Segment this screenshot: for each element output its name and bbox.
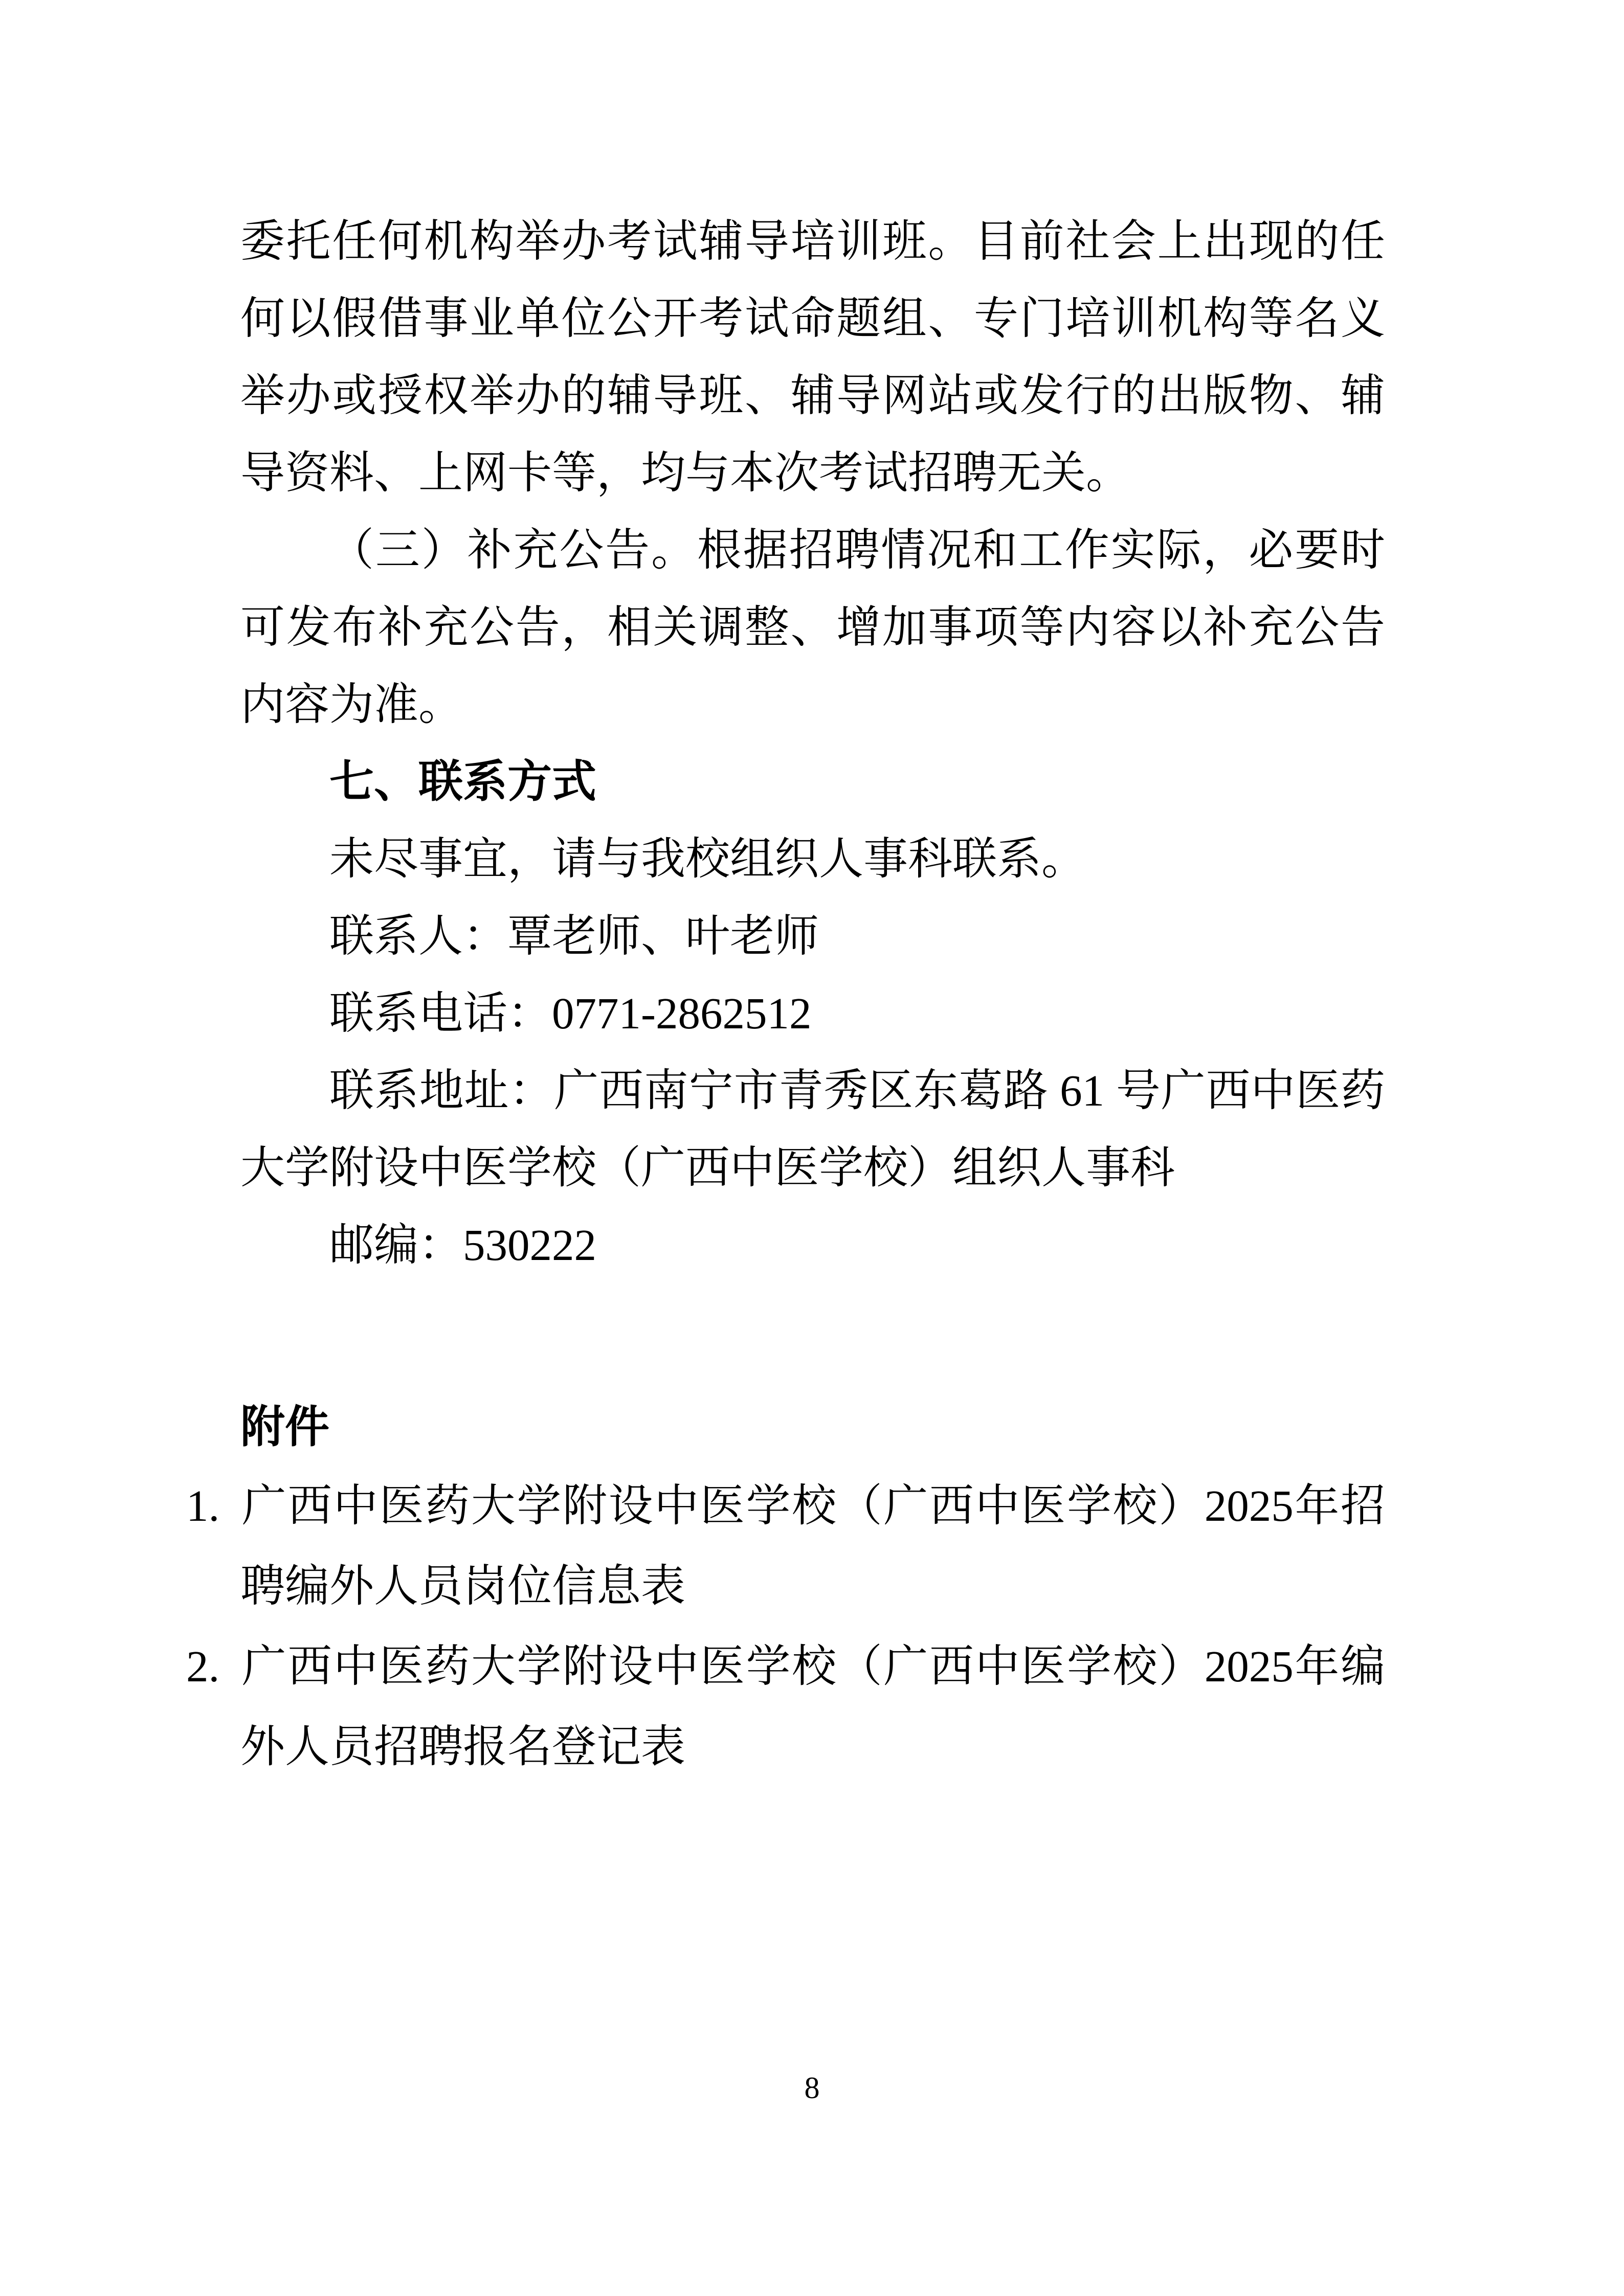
paragraph-contact-person: 联系人：覃老师、叶老师 [329,911,819,961]
paragraph-contact-phone: 联系电话：0771-2862512 [329,988,812,1038]
paragraph-postal-code: 邮编：530222 [329,1220,596,1270]
attachment-item-2-number: 2. [186,1641,220,1691]
heading-contact-info: 七、联系方式 [329,757,596,806]
document-body [186,202,1385,1787]
attachment-item-1 [186,1466,1385,1626]
page-number: 8 [804,2071,820,2105]
attachment-item-2-text: 广西中医药大学附设中医学校（广西中医学校）2025年编外人员招聘报名登记表 [240,1641,1385,1771]
paragraph-contact-intro: 未尽事宜，请与我校组织人事科联系。 [329,834,1086,884]
attachment-item-1-number: 1. [186,1481,220,1530]
attachment-item-1-text: 广西中医药大学附设中医学校（广西中医学校）2025年招聘编外人员岗位信息表 [240,1481,1385,1611]
attachment-item-2 [186,1626,1385,1787]
paragraph-contact-address: 联系地址：广西南宁市青秀区东葛路 61 号广西中医药大学附设中医学校（广西中医学校）组织人事科 [240,1066,1385,1192]
paragraph-exam-training-disclaimer: 委托任何机构举办考试辅导培训班。目前社会上出现的任何以假借事业单位公开考试命题组、专门培训机构等名义举办或授权举办的辅导班、辅导网站或发行的出版物、辅导资料、上网卡等，均与本次考试招聘无关。 [240,216,1385,498]
paragraph-supplementary-announcement: （三）补充公告。根据招聘情况和工作实际，必要时可发布补充公告，相关调整、增加事项等内容以补充公告内容为准。 [240,525,1385,729]
heading-attachments: 附件 [240,1402,329,1452]
